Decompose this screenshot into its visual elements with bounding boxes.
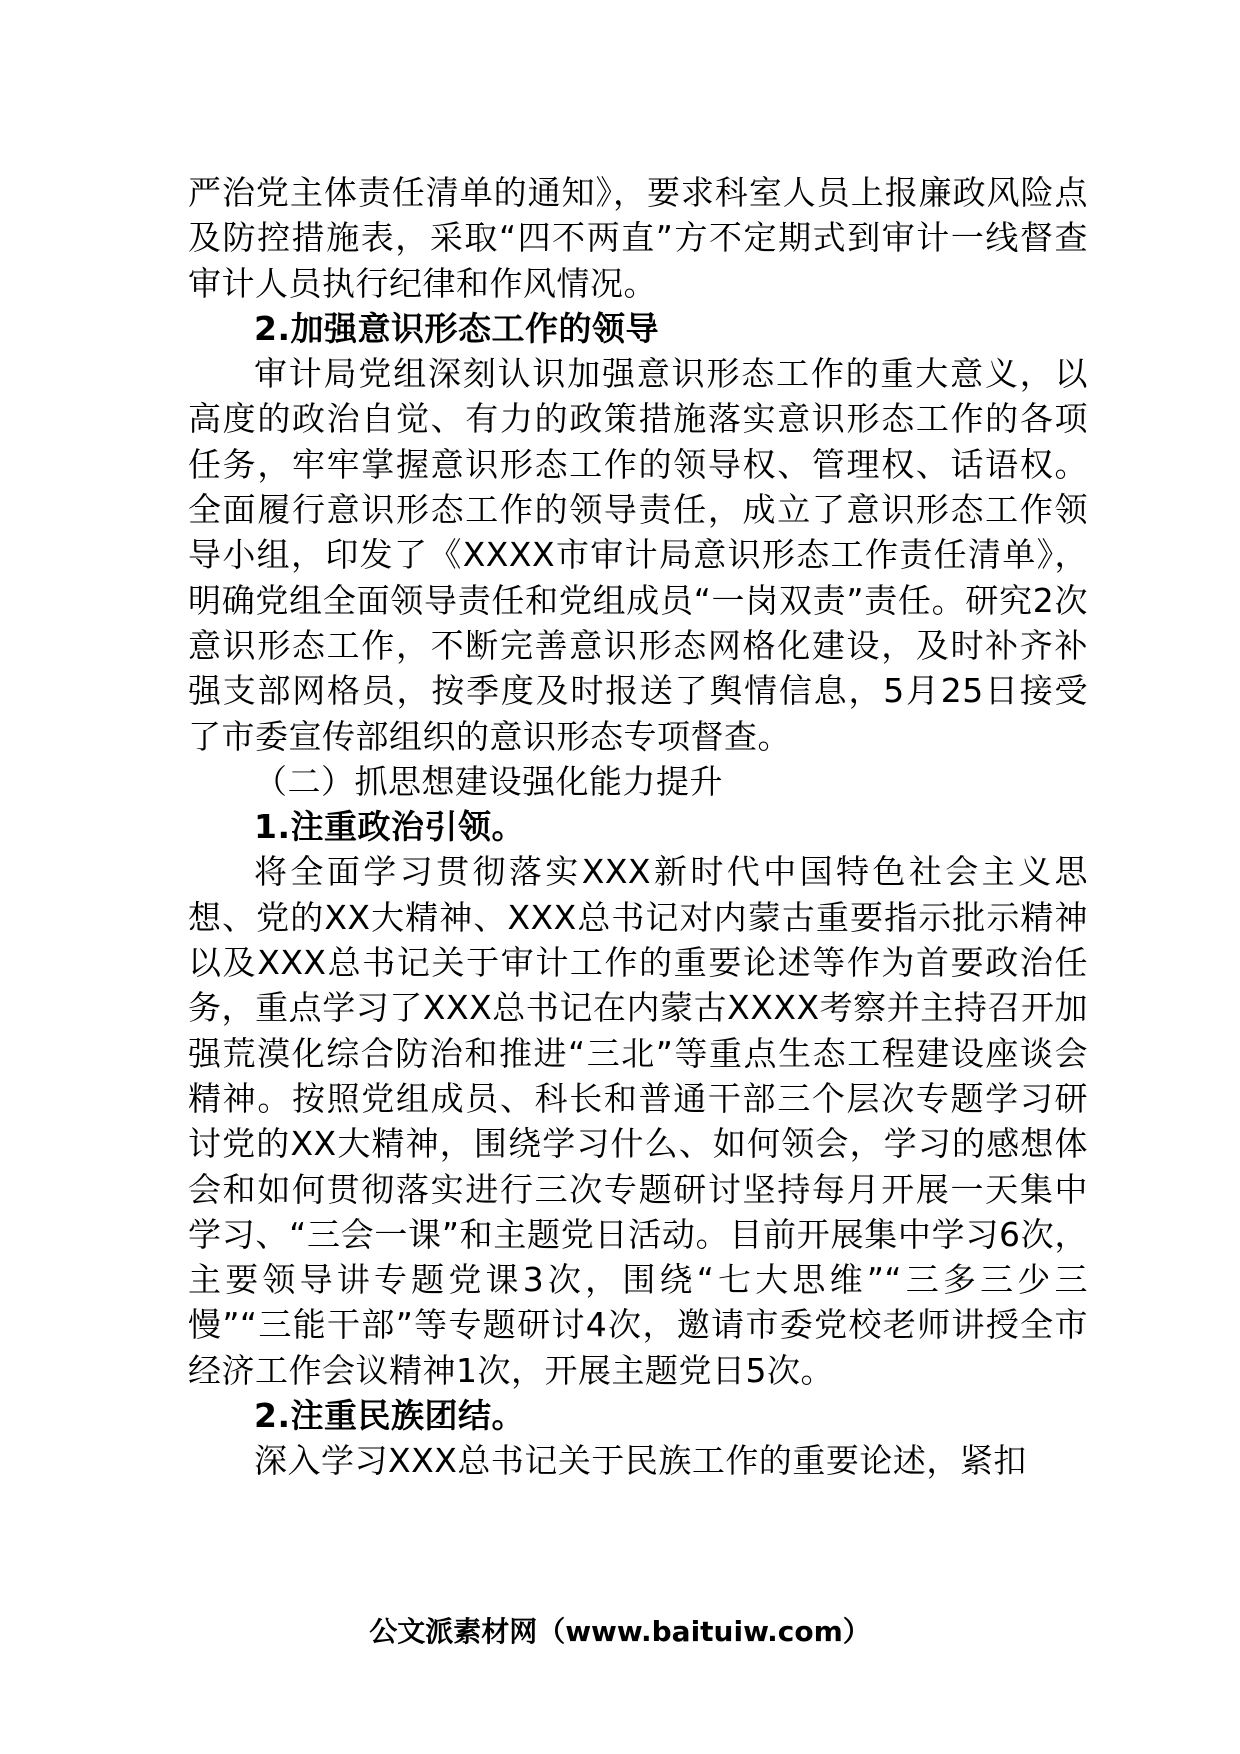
section-heading-ideology: 2.加强意识形态工作的领导 [254, 308, 659, 348]
document-body [188, 170, 1088, 1484]
body-paragraph-continued: 严治党主体责任清单的通知》，要求科室人员上报廉政风险点及防控措施表，采取“四不两直”方不定期式到审计一线督查审计人员执行纪律和作风情况。 [188, 173, 1088, 303]
section-heading-thought-building: （二）抓思想建设强化能力提升 [254, 761, 723, 801]
body-paragraph-ethnic-unity: 深入学习XXX总书记关于民族工作的重要论述，紧扣 [254, 1441, 1027, 1481]
page-footer-watermark: 公文派素材网（www.baituiw.com） [369, 1615, 871, 1648]
subsection-heading-ethnic-unity: 2.注重民族团结。 [254, 1396, 525, 1436]
body-paragraph-political-guidance: 将全面学习贯彻落实XXX新时代中国特色社会主义思想、党的XX大精神、XXX总书记对内蒙古重要指示批示精神以及XXX总书记关于审计工作的重要论述等作为首要政治任务，重点学习了XXX总书记在内蒙古XXXX考察并主持召开加强荒漠化综合防治和推进“三北”等重点生态工程建设座谈会精神。按照党组成员、科长和普通干部三个层次专题学习研讨党的XX大精神，围绕学习什么、如何领会，学习的感想体会和如何贯彻落实进行三次专题研讨坚持每月开展一天集中学习、“三会一课”和主题党日活动。目前开展集中学习6次，主要领导讲专题党课3次，围绕“七大思维”“三多三少三慢”“三能干部”等专题研讨4次，邀请市委党校老师讲授全市经济工作会议精神1次，开展主题党日5次。 [188, 852, 1088, 1390]
subsection-heading-political-guidance: 1.注重政治引领。 [254, 807, 525, 847]
body-paragraph-ideology: 审计局党组深刻认识加强意识形态工作的重大意义，以高度的政治自觉、有力的政策措施落实意识形态工作的各项任务，牢牢掌握意识形态工作的领导权、管理权、话语权。全面履行意识形态工作的领导责任，成立了意识形态工作领导小组，印发了《XXXX市审计局意识形态工作责任清单》，明确党组全面领导责任和党组成员“一岗双责”责任。研究2次意识形态工作，不断完善意识形态网格化建设，及时补齐补强支部网格员，按季度及时报送了舆情信息，5月25日接受了市委宣传部组织的意识形态专项督查。 [188, 354, 1088, 756]
